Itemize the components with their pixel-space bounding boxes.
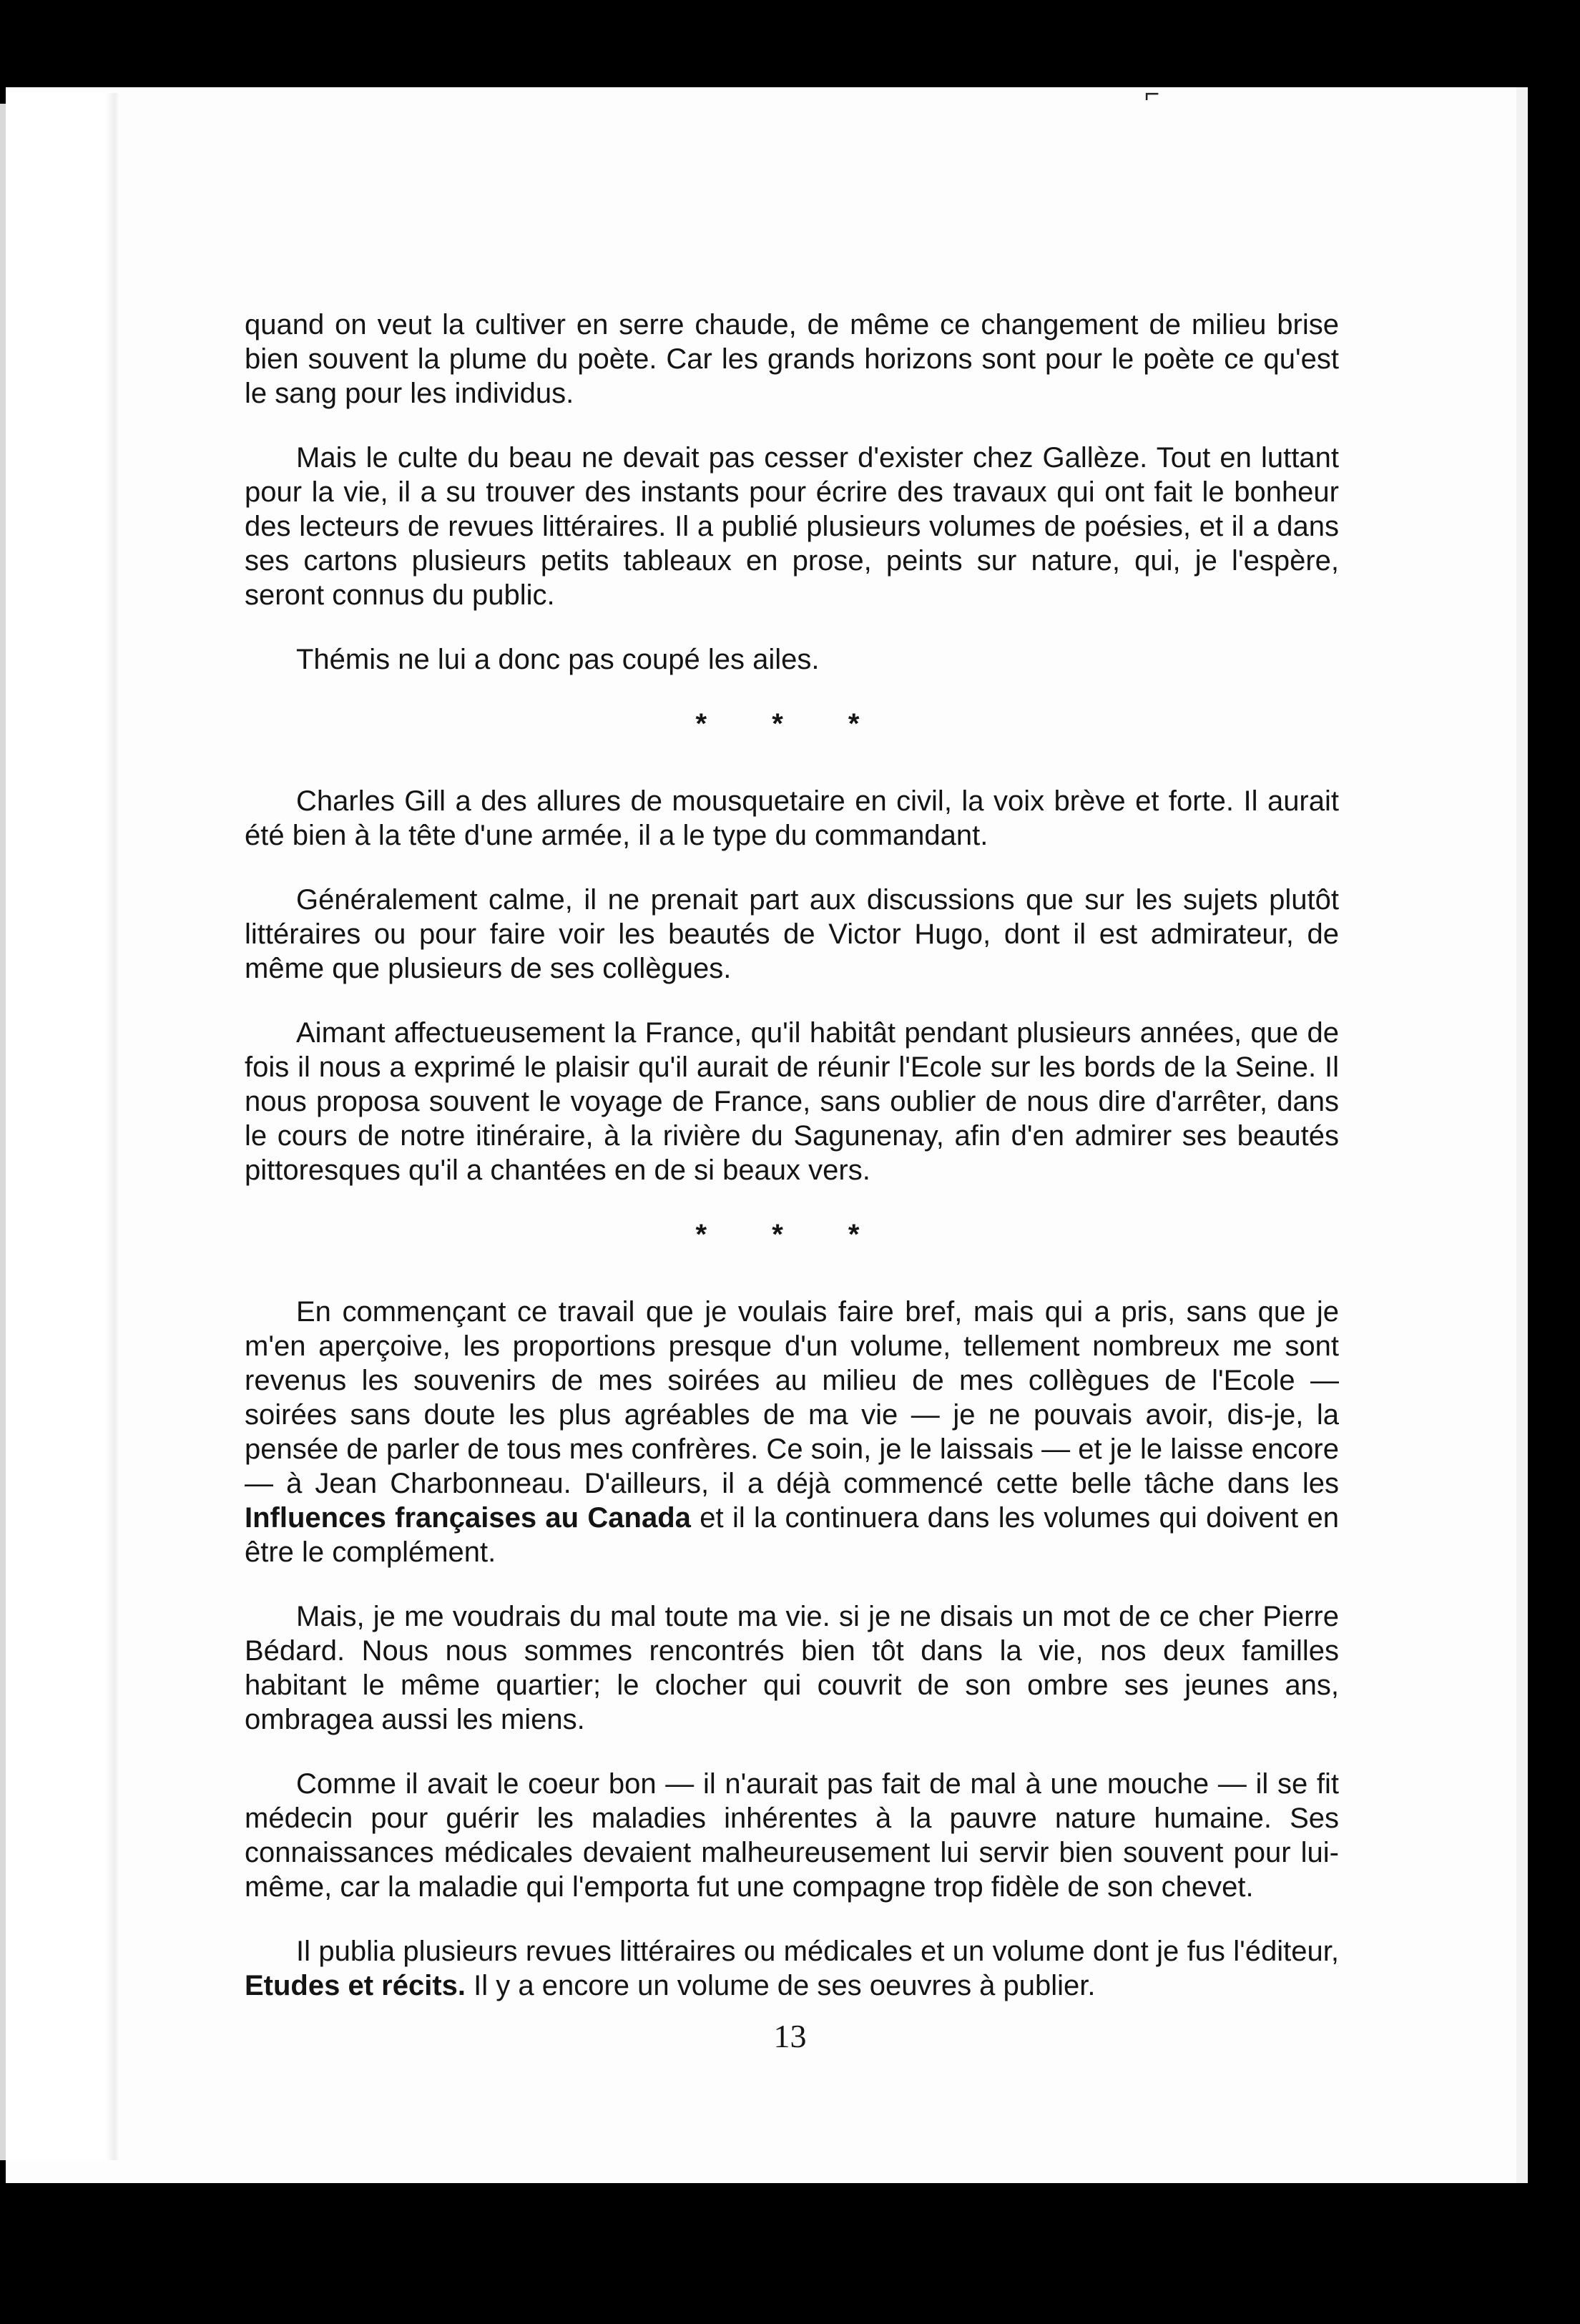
section-separator: * * *	[695, 708, 888, 740]
text-run: et il la continuera dans les volumes qui doivent en être le complément.	[245, 1502, 1339, 1568]
paragraph	[245, 1295, 1339, 1569]
paragraph: Mais le culte du beau ne devait pas cesser d'exister chez Gallèze. Tout en luttant pour la vie, il a su trouver des instants pour écrire des travaux qui ont fait le bonheur des lecteurs de revues littéraires. Il a publié plusieurs volumes de poésies, et il a dans ses cartons plusieurs petits tableaux en prose, peints sur nature, qui, je l'espère, seront connus du public.	[245, 442, 1339, 611]
paragraph: Thémis ne lui a donc pas coupé les ailes.	[296, 644, 820, 675]
book-title: Influences françaises au Canada	[245, 1502, 691, 1534]
paragraph: Aimant affectueusement la France, qu'il habitât pendant plusieurs années, que de fois il nous a exprimé le plaisir qu'il aurait de réunir l'Ecole sur les bords de la Seine. Il nous proposa souvent le voyage de France, sans oublier de nous dire d'arrêter, dans le cours de notre itinéraire, à la rivière du Sagunenay, afin d'en admirer ses beautés pittoresques qu'il a chantées en de si beaux vers.	[245, 1017, 1339, 1186]
page-text	[245, 308, 1339, 2033]
section-separator: * * *	[695, 1219, 888, 1250]
paragraph: Comme il avait le coeur bon — il n'aurait pas fait de mal à une mouche — il se fit médecin pour guérir les maladies inhérentes à la pauvre nature humaine. Ses connaissances médicales devaient malheureusement lui servir bien souvent pour lui-même, car la maladie qui l'emporta fut une compagne trop fidèle de son chevet.	[245, 1768, 1339, 1903]
paragraph: quand on veut la cultiver en serre chaude, de même ce changement de milieu brise bien souvent la plume du poète. Car les grands horizons sont pour le poète ce qu'est le sang pour les individus.	[245, 309, 1339, 409]
text-run: Il publia plusieurs revues littéraires ou médicales et un volume dont je fus l'éditeur,	[296, 1936, 1339, 1967]
scan-speck: ⌐	[1144, 79, 1160, 108]
book-title: Etudes et récits.	[245, 1970, 466, 2001]
text-run: En commençant ce travail que je voulais faire bref, mais qui a pris, sans que je m'en aperçoive, les proportions presque d'un volume, tellement nombreux me sont revenus les souvenirs de mes soirées au milieu de mes collègues de l'Ecole — soirées sans doute les plus agréables de ma vie — je ne pouvais avoir, dis-je, la pensée de parler de tous mes confrères. Ce soin, je le laissais — et je le laisse encore — à Jean Charbonneau. D'ailleurs, il a déjà commencé cette belle tâche dans les	[245, 1296, 1339, 1499]
page-number: 13	[773, 2018, 807, 2054]
binding-gutter	[6, 93, 120, 2160]
text-run: Il y a encore un volume de ses oeuvres à publier.	[466, 1970, 1096, 2001]
paragraph: Charles Gill a des allures de mousquetaire en civil, la voix brève et forte. Il aurait été bien à la tête d'une armée, il a le type du commandant.	[245, 785, 1339, 851]
left-margin-strip	[0, 104, 6, 2160]
paragraph: Généralement calme, il ne prenait part aux discussions que sur les sujets plutôt littéraires ou pour faire voir les beautés de Victor Hugo, dont il est admirateur, de même que plusieurs de ses collègues.	[245, 884, 1339, 984]
paragraph: Mais, je me voudrais du mal toute ma vie. si je ne disais un mot de ce cher Pierre Bédard. Nous nous sommes rencontrés bien tôt dans la vie, nos deux familles habitant le même quartier; le clocher qui couvrit de son ombre ses jeunes ans, ombragea aussi les miens.	[245, 1601, 1339, 1735]
paragraph	[245, 1934, 1339, 2003]
page-edge	[1516, 87, 1528, 2183]
